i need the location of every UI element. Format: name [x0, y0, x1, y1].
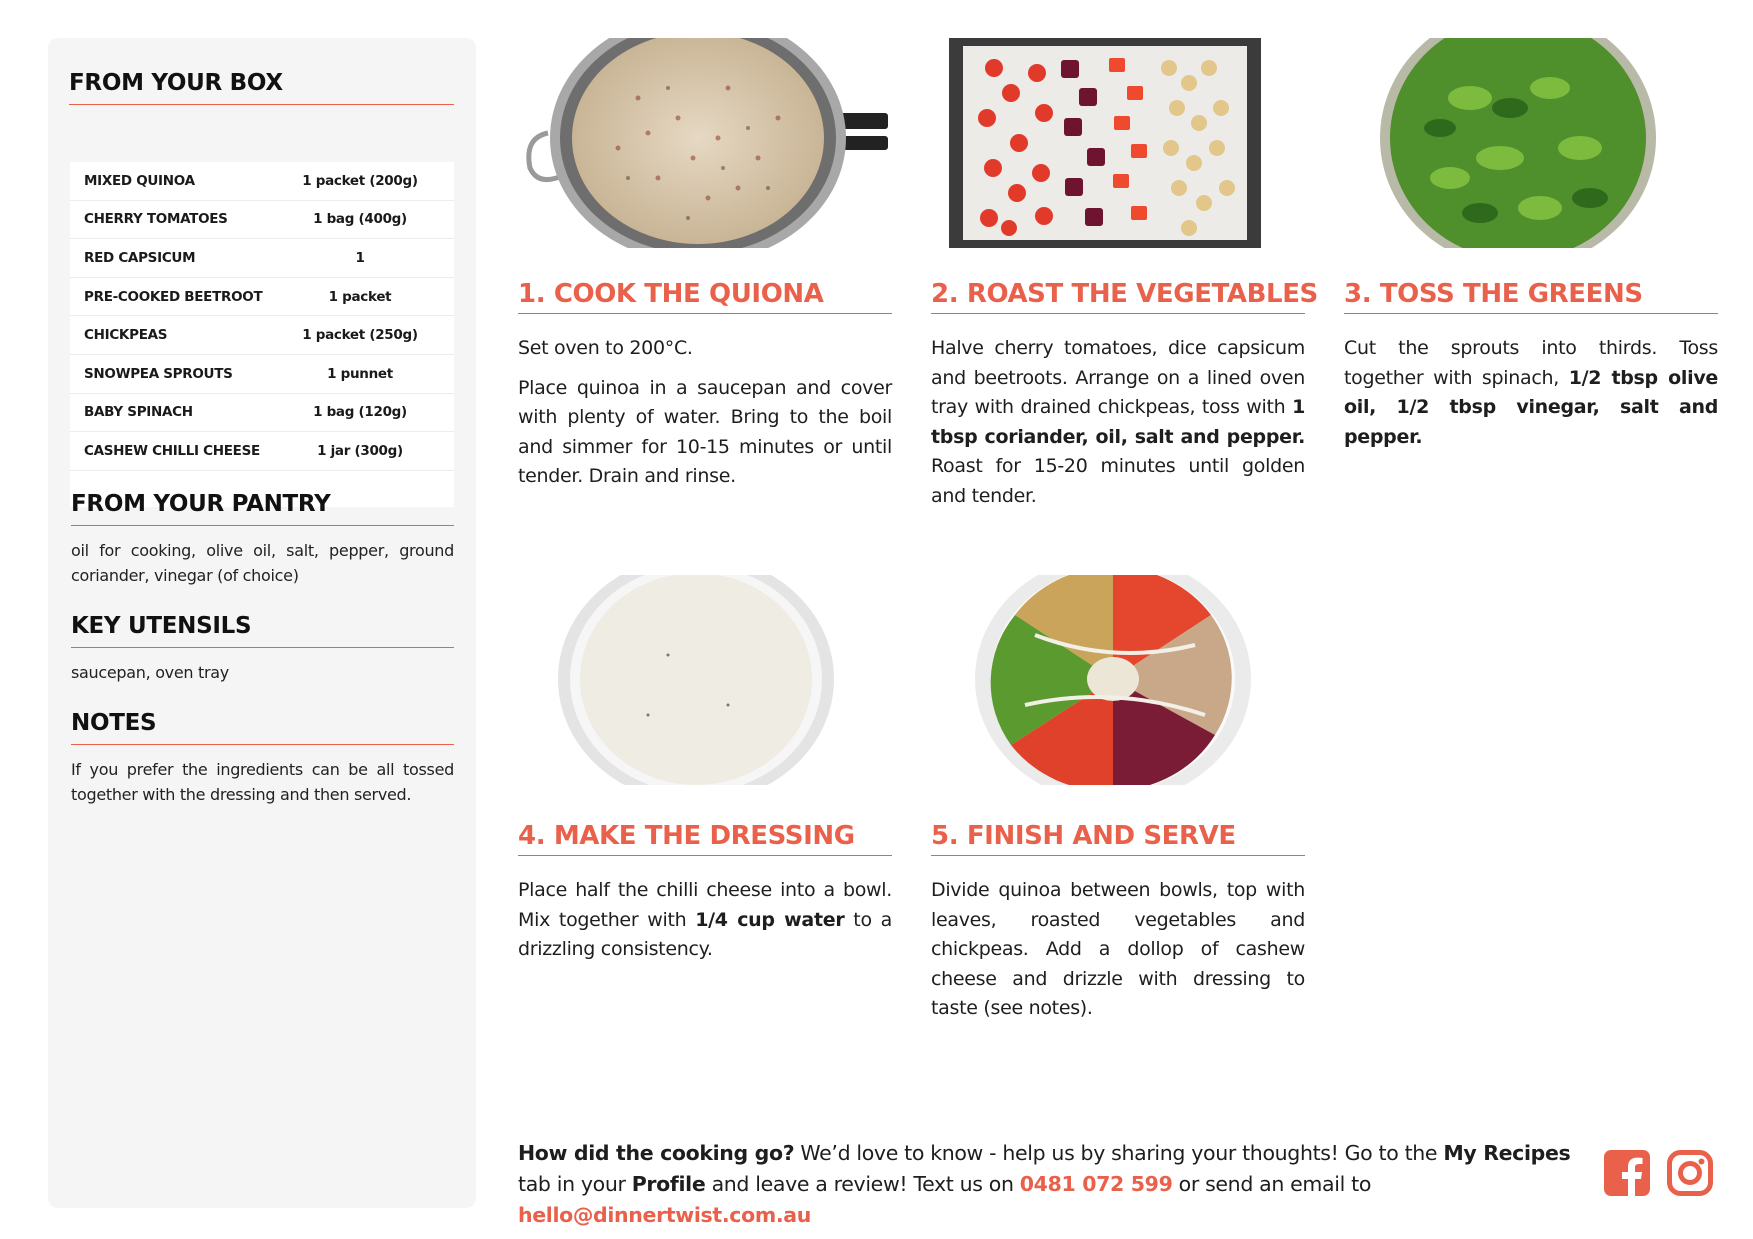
step-5-body: [931, 876, 1305, 1024]
footer-text: or send an email to: [1172, 1172, 1372, 1196]
ingredient-qty: 1 punnet: [327, 365, 393, 382]
ingredient-qty: 1 packet (200g): [302, 172, 418, 189]
step-5-title: 5. FINISH AND SERVE: [931, 821, 1305, 856]
step-1-body: [518, 334, 892, 492]
step-4-text: to a drizzling consistency.: [518, 908, 893, 960]
utensils-text: saucepan, oven tray: [71, 663, 229, 682]
ingredient-name: CASHEW CHILLI CHEESE: [84, 442, 260, 459]
ingredient-name: RED CAPSICUM: [84, 249, 196, 266]
ingredient-qty: 1 bag (400g): [313, 211, 407, 228]
ingredient-row: [70, 239, 454, 278]
pantry-heading: FROM YOUR PANTRY: [71, 491, 454, 526]
step-2-bold: 1 tbsp coriander, oil, salt and pepper.: [931, 396, 1305, 448]
quinoa-saucepan-image: [518, 38, 892, 248]
ingredient-row: [70, 201, 454, 240]
ingredient-row: [70, 278, 454, 317]
step-1-text: Place quinoa in a saucepan and cover with plenty of water. Bring to the boil and simmer for 10-15 minutes or until tender. Drain and rinse.: [518, 376, 892, 487]
step-5: [931, 821, 1305, 1034]
ingredient-name: CHERRY TOMATOES: [84, 211, 228, 228]
notes-heading: NOTES: [71, 710, 454, 745]
step-3-title: 3. TOSS THE GREENS: [1344, 279, 1718, 314]
from-your-box-heading: FROM YOUR BOX: [69, 70, 454, 105]
step-2: [931, 279, 1318, 521]
step-2-body: [931, 334, 1305, 511]
ingredient-qty: 1: [355, 249, 365, 266]
ingredient-qty: 1 bag (120g): [313, 404, 407, 421]
phone-link[interactable]: 0481 072 599: [1019, 1172, 1173, 1196]
footer-text: and leave a review! Text us on: [705, 1172, 1020, 1196]
ingredient-name: BABY SPINACH: [84, 404, 193, 421]
roasting-tray-image: [949, 38, 1261, 248]
footer-bold: How did the cooking go?: [518, 1141, 795, 1165]
footer-bold: My Recipes: [1443, 1141, 1571, 1165]
notes-text: If you prefer the ingredients can be all tossed together with the dressing and then served.: [71, 760, 454, 804]
step-2-title: 2. ROAST THE VEGETABLES: [931, 279, 1305, 314]
step-3-body: [1344, 334, 1718, 452]
ingredient-row: [70, 316, 454, 355]
footer-bold: Profile: [631, 1172, 706, 1196]
utensils-section: [71, 613, 454, 685]
facebook-icon[interactable]: [1604, 1150, 1650, 1196]
feedback-footer: [518, 1138, 1578, 1231]
ingredient-row: [70, 432, 454, 471]
ingredient-row: [70, 355, 454, 394]
ingredient-name: SNOWPEA SPROUTS: [84, 365, 233, 382]
greens-bowl-image: [1380, 38, 1656, 248]
step-5-text: Divide quinoa between bowls, top with leaves, roasted vegetables and chickpeas. Add a dollop of cashew cheese and drizzle with dressing to taste (see notes).: [931, 879, 1305, 1019]
pantry-text: oil for cooking, olive oil, salt, pepper, ground coriander, vinegar (of choice): [71, 541, 454, 585]
ingredient-name: MIXED QUINOA: [84, 172, 195, 189]
notes-section: [71, 710, 454, 807]
step-3-bold: 1/2 tbsp olive oil, 1/2 tbsp vinegar, salt and pepper.: [1344, 366, 1718, 448]
email-link[interactable]: hello@dinnertwist.com.au: [518, 1203, 812, 1227]
footer-text: tab in your: [518, 1172, 632, 1196]
step-4-title: 4. MAKE THE DRESSING: [518, 821, 892, 856]
ingredients-sidebar: [48, 38, 476, 1208]
step-2-text: Halve cherry tomatoes, dice capsicum and beetroots. Arrange on a lined oven tray with drained chickpeas, toss with: [931, 337, 1305, 418]
step-3-text: Cut the sprouts into thirds. Toss together with spinach,: [1344, 337, 1718, 389]
step-2-text: Roast for 15-20 minutes until golden and tender.: [931, 455, 1305, 507]
step-1-text: Set oven to 200°C.: [518, 337, 693, 359]
step-4: [518, 821, 892, 975]
ingredient-qty: 1 packet: [328, 288, 392, 305]
step-1-title: 1. COOK THE QUIONA: [518, 279, 892, 314]
step-3: [1344, 279, 1718, 462]
step-4-body: [518, 876, 892, 965]
step-4-bold: 1/4 cup water: [695, 908, 845, 931]
ingredients-table: [70, 162, 454, 507]
ingredient-name: PRE-COOKED BEETROOT: [84, 288, 263, 305]
utensils-heading: KEY UTENSILS: [71, 613, 454, 648]
ingredient-row: [70, 162, 454, 201]
dressing-bowl-image: [558, 575, 834, 785]
ingredient-name: CHICKPEAS: [84, 327, 168, 344]
step-1: [518, 279, 892, 502]
instagram-icon[interactable]: [1667, 1150, 1713, 1196]
finished-bowl-image: [975, 575, 1251, 785]
ingredient-qty: 1 jar (300g): [317, 442, 403, 459]
pantry-section: [71, 491, 454, 588]
ingredient-row: [70, 394, 454, 433]
footer-text: We’d love to know - help us by sharing your thoughts! Go to the: [794, 1141, 1444, 1165]
ingredient-qty: 1 packet (250g): [302, 327, 418, 344]
step-4-text: Place half the chilli cheese into a bowl. Mix together with: [518, 879, 892, 931]
